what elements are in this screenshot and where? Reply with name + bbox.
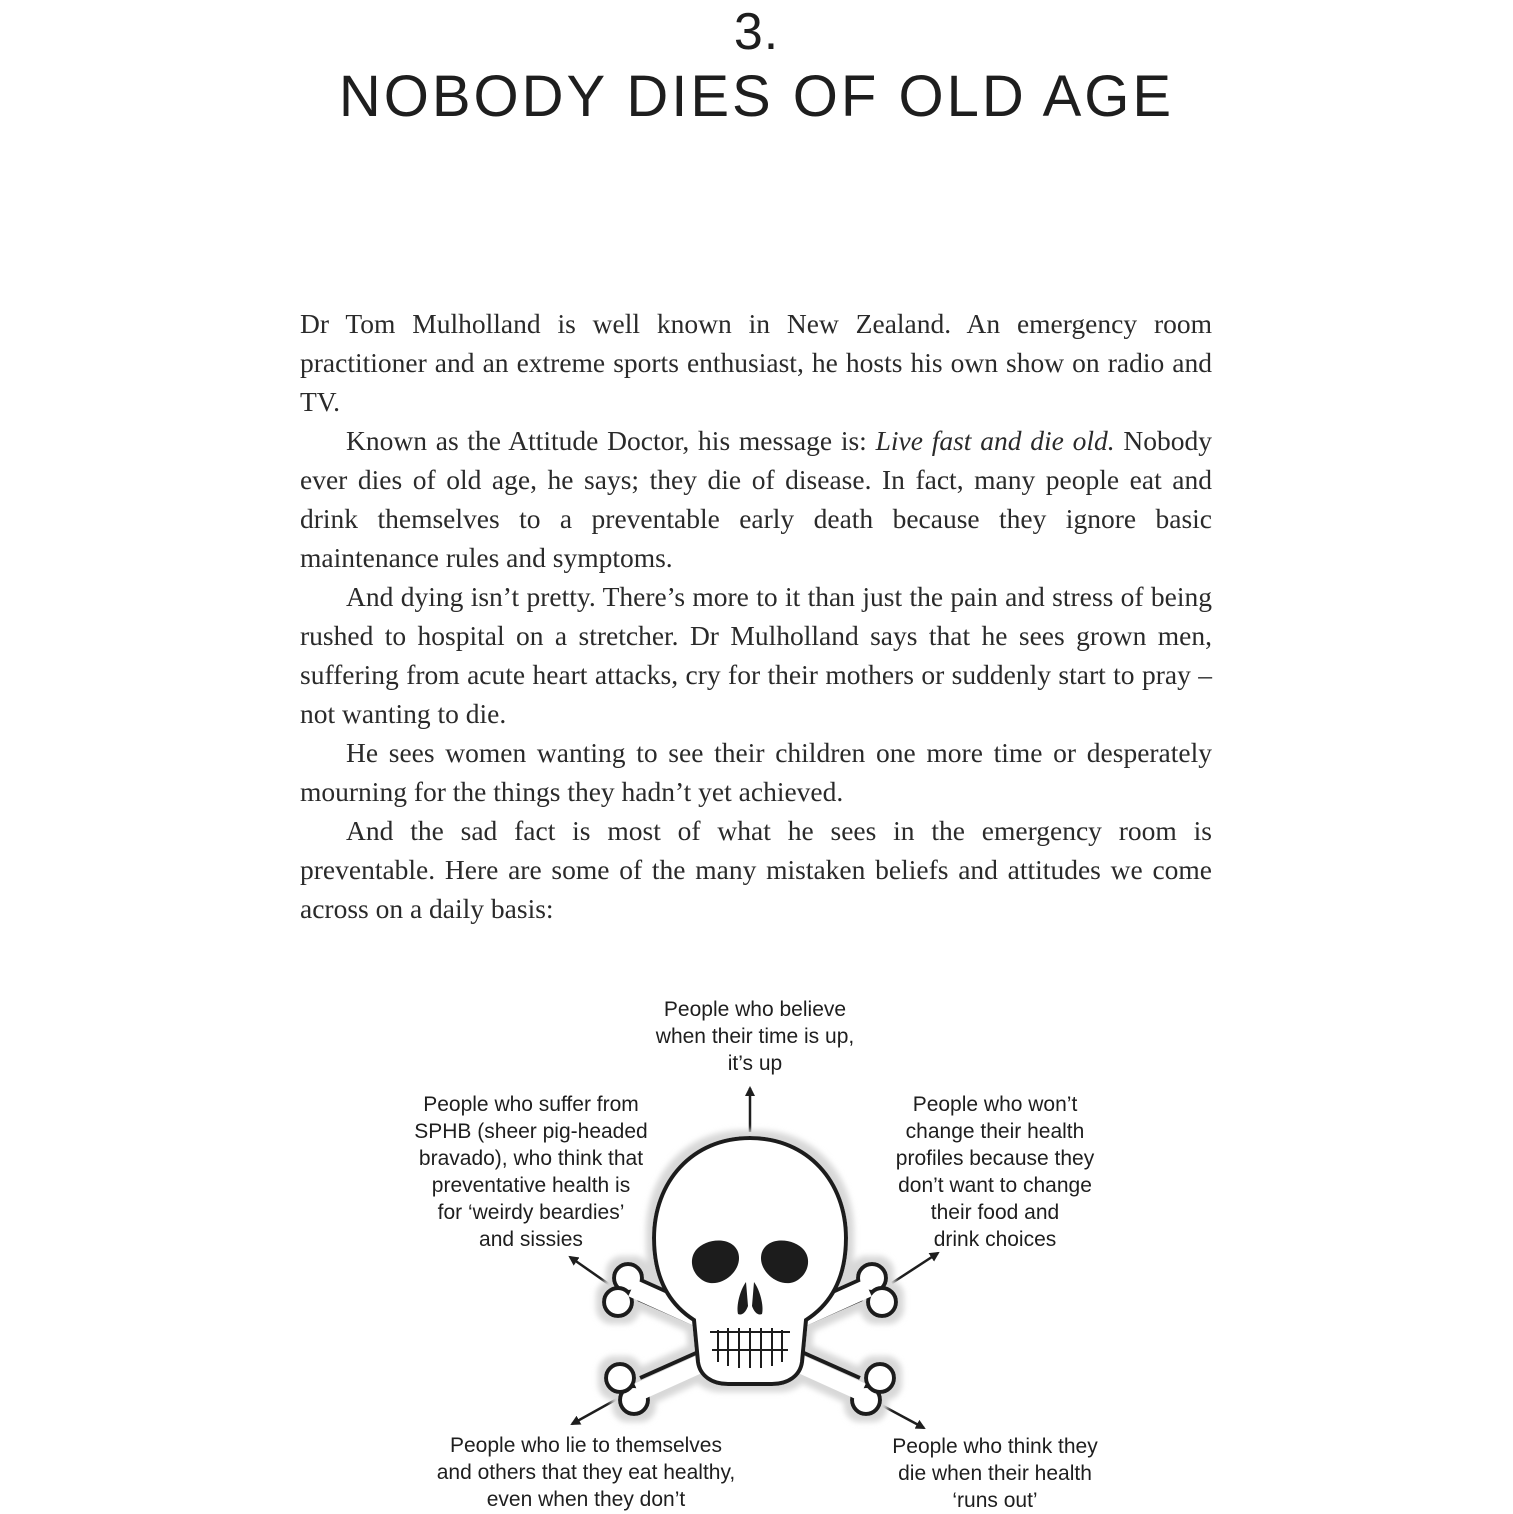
label-health-runs-out: People who think they die when their health ‘runs out’ — [892, 1435, 1098, 1512]
paragraph-3: And dying isn’t pretty. There’s more to it than just the pain and stress of being rushed to hospital on a stretcher. Dr Mulholland says that he sees grown men, suffering from acute heart attacks, cry for their mothers or suddenly start to pray – not wanting to die. — [300, 581, 1212, 729]
label-time-is-up: People who believe when their time is up, it’s up — [655, 998, 855, 1075]
arrow-upper-left — [570, 1257, 610, 1285]
chapter-title: NOBODY DIES OF OLD AGE — [338, 64, 1175, 129]
label-pig-headed-bravado: People who suffer from SPHB (sheer pig-headed bravado), who think that preventative health is for ‘weirdy beardies’ and sissies — [414, 1093, 648, 1251]
paragraph-1: Dr Tom Mulholland is well known in New Zealand. An emergency room practitioner and an extreme sports enthusiast, he hosts his own show on radio and TV. — [300, 308, 1212, 417]
paragraph-2-rest: Nobody ever dies of old age, he says; they die of disease. In fact, many people eat and drink themselves to a preventable early death because they ignore basic maintenance rules and symptoms. — [300, 425, 1212, 573]
paragraph-4: He sees women wanting to see their children one more time or desperately mourning for the things they hadn’t yet achieved. — [300, 737, 1212, 807]
arrow-lower-left — [572, 1394, 626, 1424]
arrow-upper-right — [892, 1253, 938, 1283]
label-wont-change-diet: People who won’t change their health profiles because they don’t want to change their food and drink choices — [895, 1093, 1095, 1251]
paragraph-2-motto: Live fast and die old. — [875, 425, 1115, 456]
label-lie-about-eating: People who lie to themselves and others that they eat healthy, even when they don’t — [436, 1434, 736, 1511]
paragraph-5: And the sad fact is most of what he sees in the emergency room is preventable. Here are some of the many mistaken beliefs and attitudes we come across on a daily basis: — [300, 815, 1212, 924]
paragraph-2-intro: Known as the Attitude Doctor, his message is: — [346, 425, 876, 456]
chapter-number: 3. — [733, 3, 780, 61]
